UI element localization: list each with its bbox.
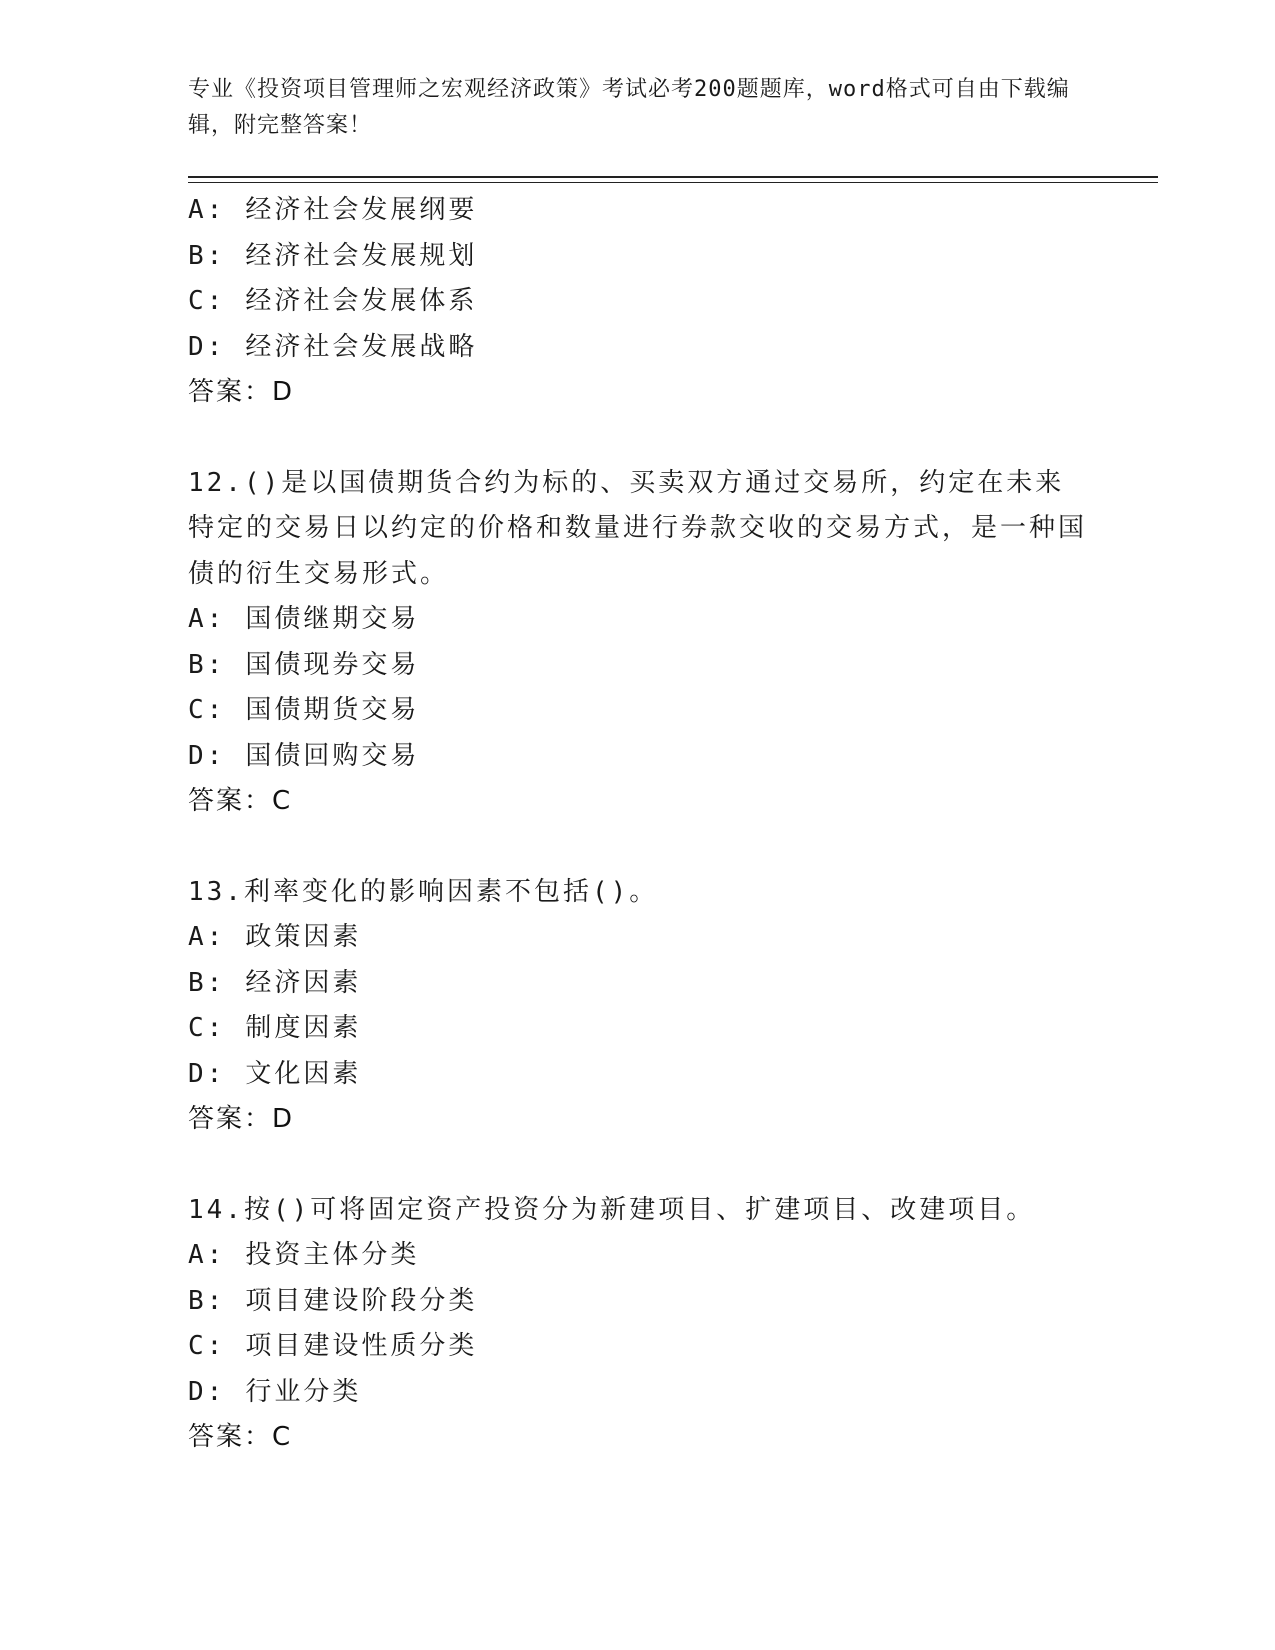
option-text: 经济因素	[245, 967, 362, 998]
option-text: 行业分类	[245, 1376, 362, 1407]
option-letter: A:	[188, 1240, 226, 1270]
option-a	[188, 1233, 1088, 1279]
answer-line: 答案：C	[188, 786, 293, 816]
option-text: 项目建设性质分类	[245, 1331, 478, 1361]
option-a	[188, 188, 1088, 234]
option-d	[188, 1370, 1088, 1416]
question-content	[188, 188, 1088, 1461]
option-text: 经济社会发展战略	[245, 331, 478, 362]
header-divider-thin	[188, 182, 1158, 183]
question-stem: 12.()是以国债期货合约为标的、买卖双方通过交易所，约定在未来特定的交易日以约定的价格和数量进行券款交收的交易方式，是一种国债的衍生交易形式。	[188, 467, 1088, 589]
document-header: 专业《投资项目管理师之宏观经济政策》考试必考200题题库，word格式可自由下载编辑，附完整答案！	[188, 77, 1070, 138]
option-c	[188, 279, 1088, 325]
answer-line: 答案：D	[188, 1104, 295, 1134]
option-text: 国债期货交易	[245, 695, 420, 725]
option-b	[188, 1279, 1088, 1325]
question-11-continued	[188, 188, 1088, 416]
question-14	[188, 1188, 1088, 1461]
option-text: 政策因素	[245, 922, 362, 952]
option-letter: C:	[188, 286, 226, 316]
option-letter: A:	[188, 604, 226, 634]
question-stem: 13.利率变化的影响因素不包括()。	[188, 876, 659, 907]
answer-line: 答案：C	[188, 1422, 293, 1452]
option-letter: C:	[188, 1331, 226, 1361]
option-c	[188, 1006, 1088, 1052]
option-letter: D:	[188, 331, 226, 362]
option-text: 经济社会发展规划	[245, 240, 478, 271]
option-letter: B:	[188, 649, 226, 680]
option-b	[188, 234, 1088, 280]
option-text: 经济社会发展体系	[245, 286, 478, 316]
option-a	[188, 915, 1088, 961]
option-d	[188, 325, 1088, 371]
option-text: 投资主体分类	[245, 1240, 420, 1270]
answer-line: 答案：D	[188, 377, 295, 407]
option-text: 国债现券交易	[245, 649, 420, 680]
question-12	[188, 461, 1088, 825]
option-b	[188, 643, 1088, 689]
header-divider-thick	[188, 176, 1158, 178]
option-letter: B:	[188, 967, 226, 998]
option-c	[188, 1324, 1088, 1370]
option-letter: D:	[188, 740, 226, 771]
option-text: 国债继期交易	[245, 604, 420, 634]
option-letter: A:	[188, 922, 226, 952]
option-c	[188, 688, 1088, 734]
option-letter: B:	[188, 1285, 226, 1316]
question-stem: 14.按()可将固定资产投资分为新建项目、扩建项目、改建项目。	[188, 1194, 1036, 1225]
option-d	[188, 734, 1088, 780]
question-13	[188, 870, 1088, 1143]
option-letter: D:	[188, 1376, 226, 1407]
option-text: 文化因素	[245, 1058, 362, 1089]
option-text: 经济社会发展纲要	[245, 195, 478, 225]
option-text: 制度因素	[245, 1013, 362, 1043]
option-letter: C:	[188, 1013, 226, 1043]
option-text: 国债回购交易	[245, 740, 420, 771]
option-d	[188, 1052, 1088, 1098]
option-letter: C:	[188, 695, 226, 725]
option-a	[188, 597, 1088, 643]
option-letter: A:	[188, 195, 226, 225]
option-letter: B:	[188, 240, 226, 271]
option-letter: D:	[188, 1058, 226, 1089]
option-b	[188, 961, 1088, 1007]
option-text: 项目建设阶段分类	[245, 1285, 478, 1316]
